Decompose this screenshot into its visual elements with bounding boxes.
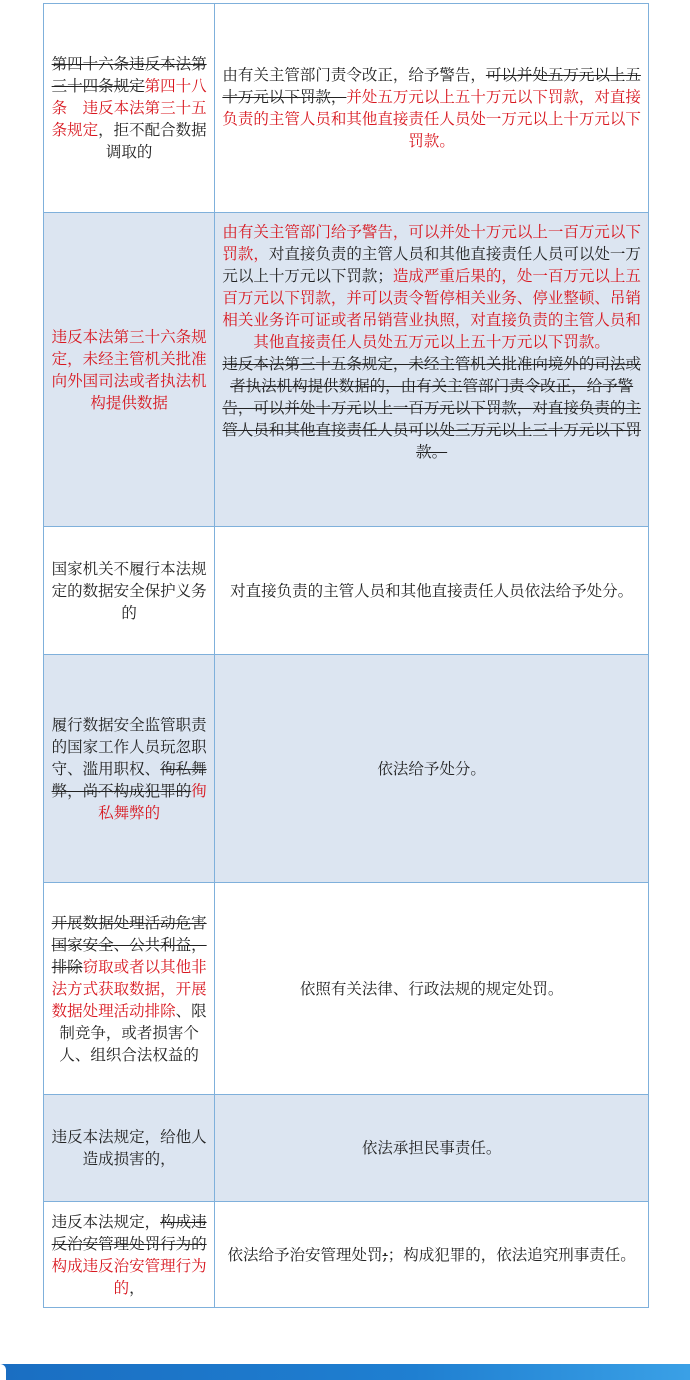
violation-cell [44, 655, 215, 883]
inserted-text: 窃取或者以其他非法方式获取数据，开展数据处理活动排除 [51, 957, 207, 1020]
cell-text: 违反本法规定， [51, 1212, 161, 1231]
penalty-cell [215, 213, 649, 527]
inserted-text: 构成违反治安管理行为的 [51, 1256, 207, 1297]
violation-cell [44, 527, 215, 655]
cell-text: 依照有关法律、行政法规的规定处罚。 [299, 979, 564, 998]
table-row [44, 655, 649, 883]
cell-text: ， [129, 1278, 145, 1297]
inserted-text: 第四十八条 违反本法第三十五条规定 [51, 77, 207, 139]
deleted-text: 可以并处五万元以上五十万元以下罚款， [222, 66, 641, 106]
table-row [44, 1202, 649, 1308]
penalty-cell [215, 1202, 649, 1308]
deleted-text: 徇私舞弊，尚不构成犯罪的 [51, 759, 207, 800]
penalty-comparison-table [43, 3, 649, 1308]
table-row [44, 213, 649, 527]
deleted-text: 第四十六条违反本法第三十四条规定 [51, 55, 207, 95]
table-row [44, 4, 649, 213]
table-row [44, 1095, 649, 1202]
cell-text: 对直接负责的主管人员和其他直接责任人员可以处一万元以上十万元以下罚款； [222, 245, 641, 285]
penalty-cell [215, 655, 649, 883]
violation-cell [44, 883, 215, 1095]
cell-text: 违反本法规定，给他人造成损害的， [51, 1128, 207, 1168]
inserted-text: 由有关主管部门给予警告，可以并处十万元以上一百万元以下罚款， [222, 223, 641, 263]
table-row [44, 883, 649, 1095]
cell-text: 依法给予处分。 [377, 759, 486, 778]
cell-text: 由有关主管部门责令改正，给予警告， [222, 66, 486, 84]
cell-text: 对直接负责的主管人员和其他直接责任人员依法给予处分。 [230, 581, 634, 600]
cell-text: 国家机关不履行本法规定的数据安全保护义务的 [51, 559, 207, 622]
deleted-text: 构成违反治安管理处罚行为的 [51, 1212, 207, 1253]
table-row [44, 527, 649, 655]
penalty-cell [215, 883, 649, 1095]
inserted-text: 违反本法第三十六条规定，未经主管机关批准向外国司法或者执法机构提供数据 [51, 327, 207, 412]
cell-text: 履行数据安全监管职责的国家工作人员玩忽职守、滥用职权、 [51, 715, 207, 778]
penalty-cell [215, 527, 649, 655]
deleted-text: ; [382, 1245, 388, 1264]
violation-cell [44, 213, 215, 527]
violation-cell [44, 4, 215, 213]
cell-text: 依法给予治安管理处罚 [227, 1245, 383, 1264]
inserted-text: 造成严重后果的，处一百万元以上五百万元以下罚款，并可以责令暂停相关业务、停业整顿、吊销相关业务许可证或者吊销营业执照，对直接负责的主管人员和其他直接责任人员处五万元以上五十万元以下罚款。 [222, 267, 641, 351]
deleted-text: 开展数据处理活动危害国家安全、公共利益，排除 [51, 913, 207, 976]
inserted-text: 并处五万元以上五十万元以下罚款，对直接负责的主管人员和其他直接责任人员处一万元以上十万元以下罚款。 [222, 88, 641, 150]
violation-cell [44, 1202, 215, 1308]
deleted-text: 违反本法第三十五条规定，未经主管机关批准向境外的司法或者执法机构提供数据的，由有关主管部门责令改正，给予警告，可以并处十万元以上一百万元以下罚款，对直接负责的主管人员和其他直接责任人员可以处三万元以上三十万元以下罚款。 [222, 355, 641, 461]
violation-cell [44, 1095, 215, 1202]
cell-text: 依法承担民事责任。 [361, 1139, 502, 1157]
cell-text: 、限制竞争，或者损害个人、组织合法权益的 [59, 1001, 207, 1064]
penalty-cell [215, 4, 649, 213]
cell-text: ；构成犯罪的，依法追究刑事责任。 [387, 1245, 636, 1264]
cell-text: ，拒不配合数据调取的 [98, 121, 207, 161]
inserted-text: 徇私舞弊的 [98, 781, 207, 822]
penalty-cell [215, 1095, 649, 1202]
bottom-accent-bar [0, 1364, 690, 1380]
